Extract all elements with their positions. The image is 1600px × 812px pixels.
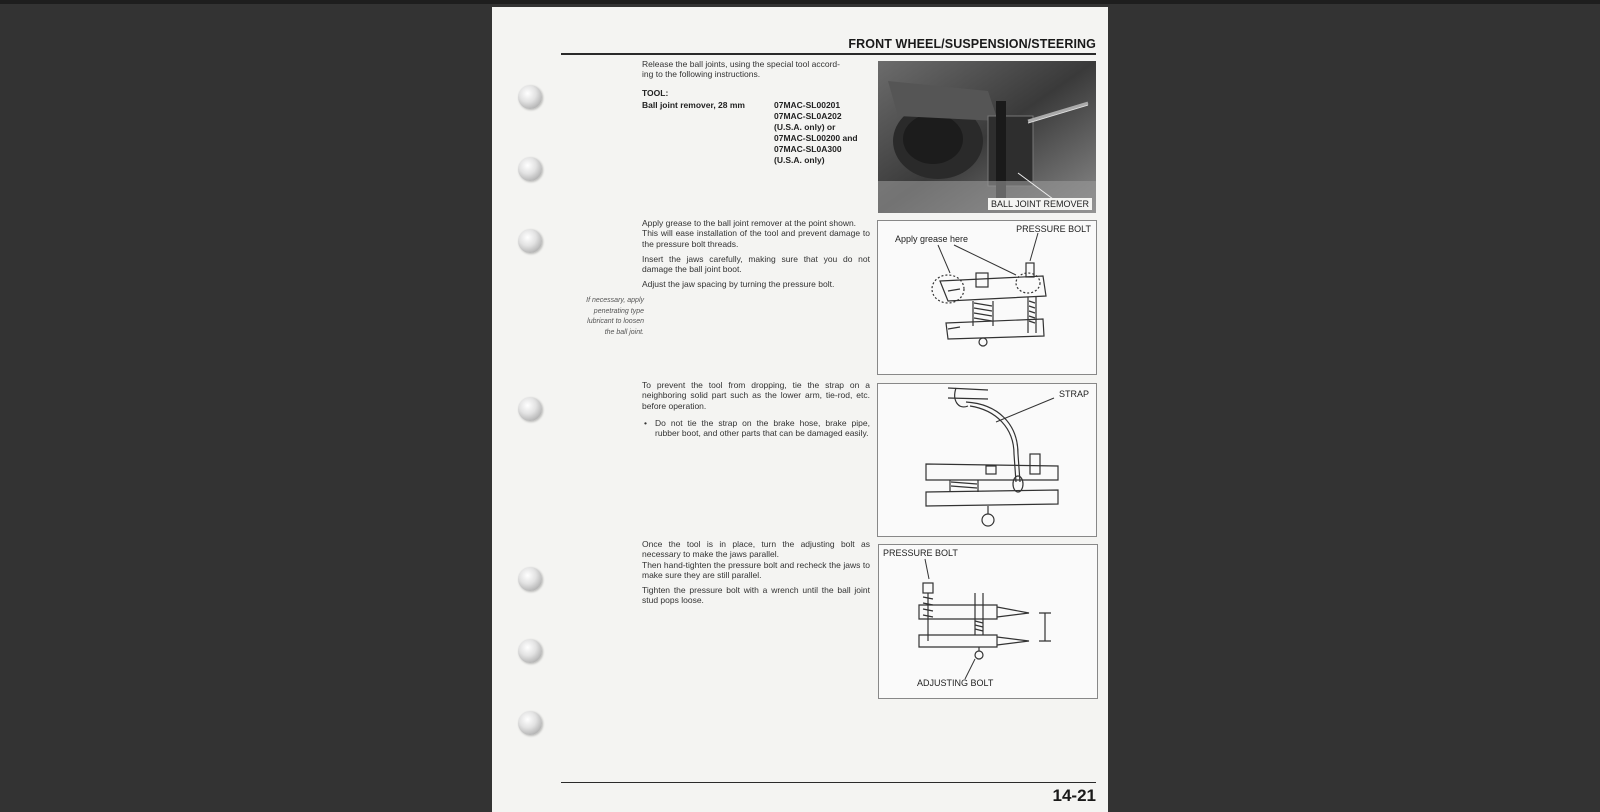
binder-hole: [518, 229, 542, 253]
part-number: (U.S.A. only): [774, 155, 825, 165]
paragraph: Insert the jaws carefully, making sure that you do not damage the ball joint boot.: [642, 253, 870, 275]
figure-label: PRESSURE BOLT: [1016, 224, 1091, 234]
paragraph: Adjust the jaw spacing by turning the pressure bolt.: [642, 279, 835, 290]
text-line: Release the ball joints, using the special tool accord-: [642, 59, 840, 69]
note-line: the ball joint.: [604, 328, 644, 336]
note-line: If necessary, apply: [586, 297, 644, 304]
strap-figure: [877, 383, 1097, 537]
page-number: 14-21: [1052, 786, 1096, 805]
grease-figure: [877, 220, 1097, 375]
manual-page: [492, 7, 1108, 812]
paragraph: This will ease installation of the tool and prevent damage to the pressure bolt threads.: [642, 228, 870, 249]
strap-caution-bullet: [642, 418, 870, 439]
paragraph: Once the tool is in place, turn the adjusting bolt as necessary to make the jaws parallel.: [642, 539, 870, 560]
adjust-instructions: [642, 539, 870, 611]
note-line: lubricant to loosen: [587, 318, 644, 325]
part-number: 07MAC-SL00200 and: [774, 133, 858, 143]
binder-hole: [518, 85, 542, 109]
strap-diagram: [878, 384, 1096, 536]
release-instructions: [642, 59, 870, 80]
tool-part-numbers: [774, 100, 858, 166]
figure-label: Apply grease here: [895, 234, 969, 244]
adjust-figure: [878, 544, 1098, 699]
footer-divider: [561, 782, 1096, 783]
part-number: 07MAC-SL0A300: [774, 144, 842, 154]
part-number: (U.S.A. only) or: [774, 122, 836, 132]
bullet-dot: •: [644, 418, 647, 428]
note-line: penetrating type: [593, 307, 644, 315]
binder-hole: [518, 711, 542, 735]
figure-label: PRESSURE BOLT: [883, 548, 958, 558]
figure-label: BALL JOINT REMOVER: [988, 198, 1092, 210]
figure-label: STRAP: [1058, 389, 1089, 399]
binder-hole: [518, 567, 542, 591]
section-title: FRONT WHEEL/SUSPENSION/STEERING: [848, 37, 1096, 51]
bullet-text: Do not tie the strap on the brake hose, brake pipe, rubber boot, and other parts that can be damaged easily.: [655, 418, 870, 439]
header-divider: [561, 53, 1096, 55]
grease-instructions: [642, 218, 870, 295]
adjust-diagram: [879, 545, 1097, 698]
part-number: 07MAC-SL00201: [774, 100, 841, 110]
ball-joint-remover-photo: [878, 61, 1096, 213]
tool-name: Ball joint remover, 28 mm: [642, 100, 745, 110]
binder-hole: [518, 397, 542, 421]
photo-illustration: [878, 61, 1096, 213]
text-line: ing to the following instructions.: [642, 69, 761, 80]
strap-instructions: [642, 380, 870, 416]
tool-heading: TOOL:: [642, 88, 669, 98]
part-number: 07MAC-SL0A202: [774, 111, 842, 121]
viewer-top-bar: [0, 0, 1600, 4]
figure-label: ADJUSTING BOLT: [917, 678, 994, 688]
binder-hole: [518, 639, 542, 663]
paragraph: Then hand-tighten the pressure bolt and recheck the jaws to make sure they are still parallel.: [642, 559, 870, 580]
paragraph: To prevent the tool from dropping, tie the strap on a neighboring solid part such as the lower arm, tie-rod, etc. before operation.: [642, 380, 870, 411]
margin-note: [554, 296, 644, 338]
paragraph: Tighten the pressure bolt with a wrench until the ball joint stud pops loose.: [642, 585, 870, 606]
binder-hole: [518, 157, 542, 181]
paragraph: Apply grease to the ball joint remover at the point shown.: [642, 218, 857, 228]
